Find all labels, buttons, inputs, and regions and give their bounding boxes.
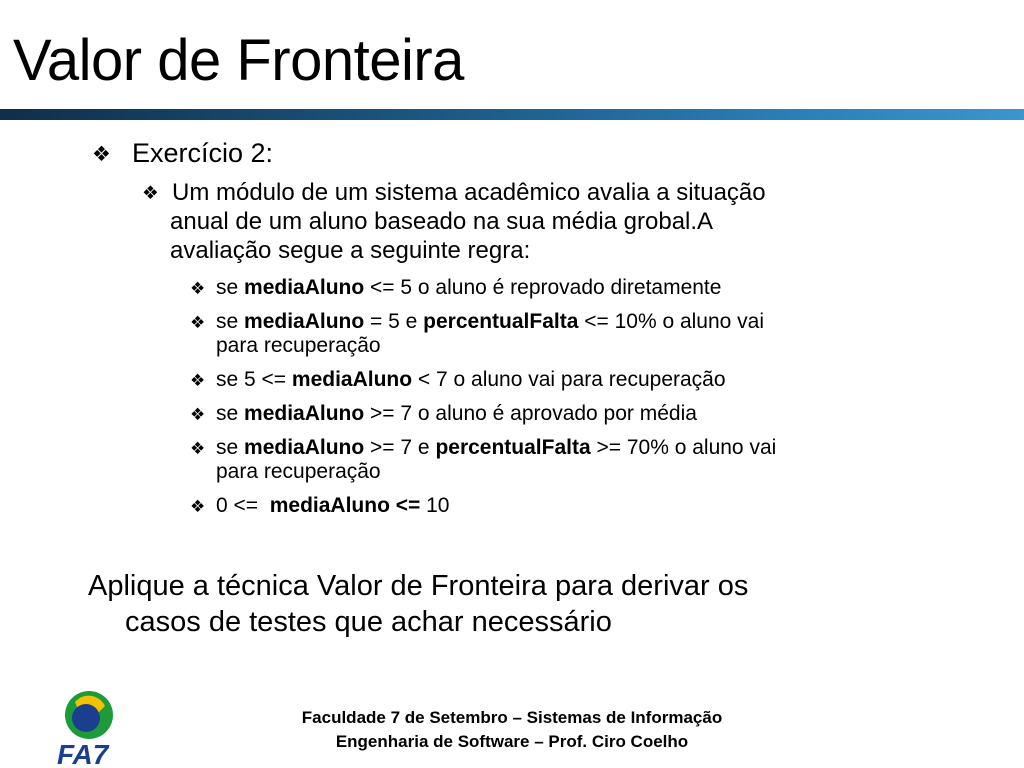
conclusion-line2: casos de testes que achar necessário: [125, 606, 612, 638]
bullet-level2-line3: avaliação segue a seguinte regra:: [170, 237, 531, 264]
slide-title: Valor de Fronteira: [13, 28, 464, 93]
rule-item: [190, 368, 950, 392]
rule-item: [190, 310, 950, 358]
conclusion-line1: Aplique a técnica Valor de Fronteira para derivar os: [88, 570, 749, 602]
fa7-logo: [55, 688, 137, 766]
footer-line2: Engenharia de Software – Prof. Ciro Coelho: [335, 732, 689, 751]
rule-text: >= 70% o aluno vai: [590, 436, 777, 459]
rule-item: [190, 436, 950, 484]
rule-text: se 5 <=: [216, 368, 292, 391]
rule-variable: percentualFalta: [423, 310, 579, 333]
rule-text: se: [216, 402, 245, 425]
rule-variable: mediaAluno: [244, 436, 365, 459]
rule-text: <= 10% o aluno vai: [578, 310, 765, 333]
rule-continuation: para recuperação: [216, 334, 381, 357]
four-diamond-bullet-icon: ❖: [142, 182, 159, 203]
rule-text: < 7 o aluno vai para recuperação: [412, 368, 726, 391]
bullet-level2-line2: anual de um aluno baseado na sua média grobal.A: [170, 208, 714, 235]
bullet-level2-line1: Um módulo de um sistema acadêmico avalia a situação: [172, 179, 766, 206]
logo-inner-circle: [72, 704, 100, 732]
rules-list: [190, 276, 950, 528]
rule-variable: mediaAluno: [244, 310, 365, 333]
rule-variable: mediaAluno: [244, 402, 365, 425]
four-diamond-bullet-icon: ❖: [190, 497, 206, 516]
rule-text: 10: [420, 494, 450, 517]
footer: [212, 706, 812, 754]
rule-text: <= 5 o aluno é reprovado diretamente: [364, 276, 722, 299]
rule-text: se: [216, 436, 245, 459]
four-diamond-bullet-icon: ❖: [190, 371, 206, 390]
four-diamond-bullet-icon: ❖: [190, 405, 206, 424]
rule-variable: mediaAluno: [291, 368, 413, 391]
rule-item: [190, 494, 950, 518]
rule-text: se: [216, 310, 245, 333]
rule-item: [190, 276, 950, 300]
title-underline-bar: [0, 109, 1024, 120]
rule-text: se: [216, 276, 245, 299]
four-diamond-bullet-icon: ❖: [190, 439, 206, 458]
rule-text: = 5 e: [364, 310, 424, 333]
four-diamond-bullet-icon: ❖: [190, 279, 206, 298]
rule-text: >= 7 o aluno é aprovado por média: [364, 402, 697, 425]
logo-text: FA7: [57, 739, 109, 766]
footer-line1: Faculdade 7 de Setembro – Sistemas de Informação: [301, 708, 723, 727]
rule-continuation: para recuperação: [216, 460, 381, 483]
conclusion-text: [88, 568, 918, 640]
bullet-level2: [142, 178, 902, 265]
bullet-level1-text: Exercício 2:: [132, 138, 274, 168]
four-diamond-bullet-icon: ❖: [190, 313, 206, 332]
bullet-level1: [92, 137, 273, 171]
rule-variable: mediaAluno <=: [269, 494, 421, 517]
rule-variable: percentualFalta: [435, 436, 591, 459]
rule-variable: mediaAluno: [244, 276, 365, 299]
rule-text: 0 <=: [216, 494, 270, 517]
four-diamond-bullet-icon: ❖: [92, 143, 111, 166]
rule-item: [190, 402, 950, 426]
rule-text: >= 7 e: [364, 436, 436, 459]
